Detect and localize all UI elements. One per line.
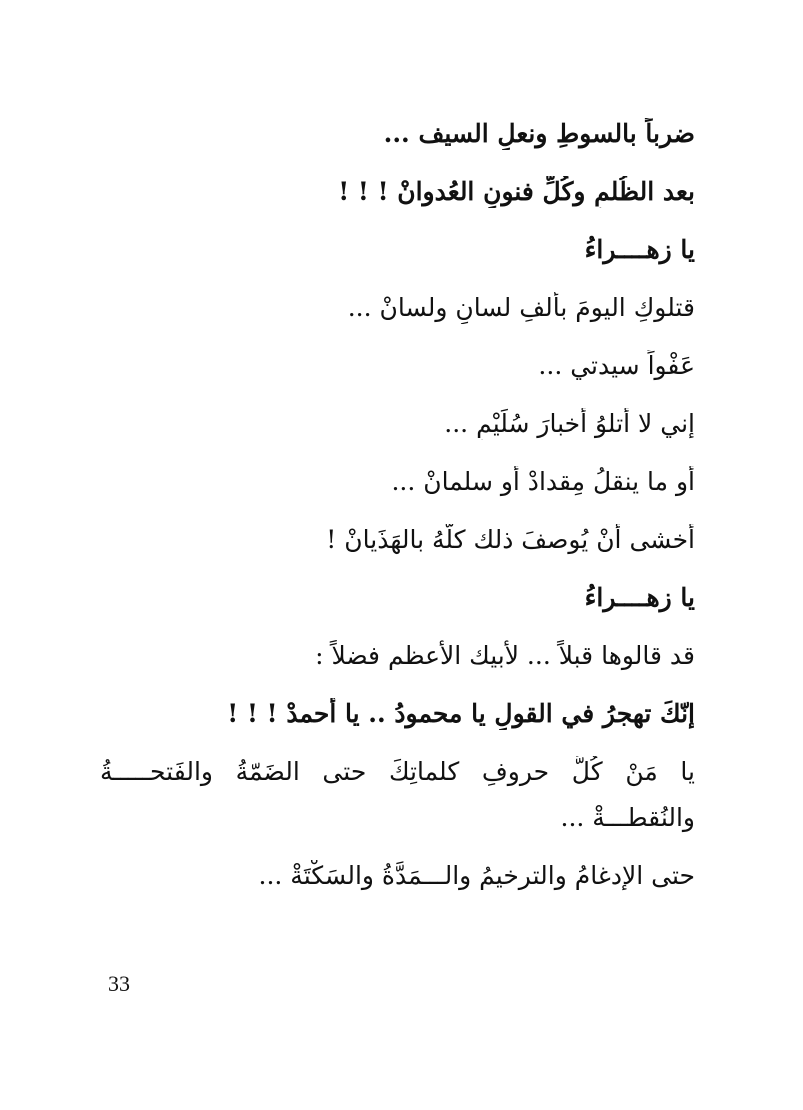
poem-line: إني لا أتلوُ أخبارَ سُلَيْمٍ ...: [444, 409, 695, 438]
poem-line: يا مَنْ كُلُّ حروفِ كلماتِكَ حتى الضَمّةُ والفَتحـــــةُ: [100, 757, 695, 786]
poem-line: قد قالوها قبلاً ... لأبيك الأعظمِ فضلاً :: [315, 641, 695, 670]
poem-line: قتلوكِ اليومَ بألفِ لسانٍ ولسانْ ...: [347, 293, 695, 322]
poem-line: إنّكَ تهجرُ في القولِ يا محمودُ .. يا أحمدْ ! ! !: [227, 699, 695, 728]
poem-line-continuation: والنُقطـــةْ ...: [560, 803, 695, 832]
poem-line: حتى الإدغامُ والترخيمُ والـــمَدَّةُ والسَكْتَةْ ...: [258, 861, 695, 890]
poem-line: ضرباً بالسوطِ ونعلِ السيف ...: [383, 119, 695, 148]
poem-line-refrain: يا زهــــراءُ: [584, 235, 695, 264]
poem-line: عَفْواً سيدتي ...: [538, 351, 695, 380]
poem-line-refrain: يا زهــــراءُ: [584, 583, 695, 612]
poem-line: بعد الظُلمِ وكُلِّ فنونِ العُدوانْ ! ! !: [338, 177, 695, 206]
page-number: 33: [108, 971, 130, 996]
poem-line: أخشى أنْ يُوصفَ ذلك كلَّهُ بالهَذَيانْ !: [326, 525, 695, 554]
poem-body: [100, 118, 695, 918]
poem-line: أو ما ينقلُ مِقدادْ أو سلمانْ ...: [391, 467, 695, 496]
